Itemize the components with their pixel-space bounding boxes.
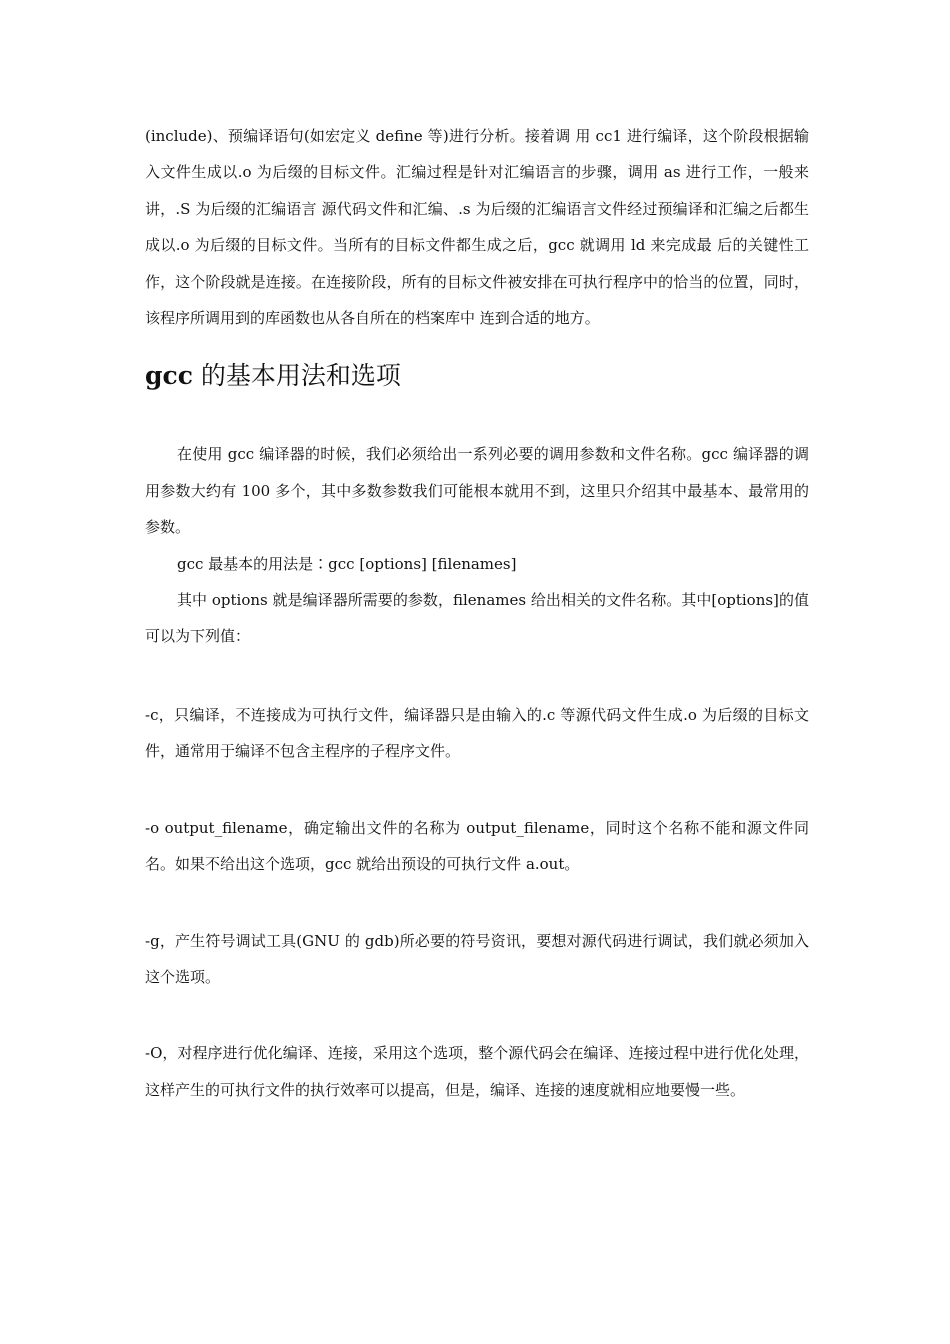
section-heading-rest: 的基本用法和选项 [192, 361, 401, 391]
section-heading-lead: gcc [145, 361, 193, 391]
usage-paragraph-2: gcc 最基本的用法是∶gcc [options] [filenames] [177, 554, 517, 573]
intro-paragraph: (include)、预编译语句(如宏定义 define 等)进行分析。接着调 用 cc1 进行编译，这个阶段根据输入文件生成以.o 为后缀的目标文件。汇编过程是针对汇编语言的步骤，调用 as 进行工作，一般来讲，.S 为后缀的汇编语言 源代码文件和汇编、.s 为后缀的汇编语言文件经过预编译和汇编之后都生成以.o 为后缀的目标文件。当所有的目标文件都生成之后，gcc 就调用 ld 来完成最 后的关键性工作，这个阶段就是连接。在连接阶段，所有的目标文件被安排在可执行程序中的恰当的位置，同时，该程序所调用到的库函数也从各自所在的档案库中 连到合适的地方。 [145, 127, 809, 328]
usage-paragraph-1: 在使用 gcc 编译器的时候，我们必须给出一系列必要的调用参数和文件名称。gcc 编译器的调用参数大约有 100 多个，其中多数参数我们可能根本就用不到，这里只介绍其中最基本、最常用的参数。 [145, 445, 809, 537]
option-O-paragraph: -O，对程序进行优化编译、连接，采用这个选项，整个源代码会在编译、连接过程中进行优化处理，这样产生的可执行文件的执行效率可以提高，但是，编译、连接的速度就相应地要慢一些。 [145, 1044, 809, 1099]
usage-paragraph-3: 其中 options 就是编译器所需要的参数，filenames 给出相关的文件名称。其中[options]的值可以为下列值： [145, 591, 809, 646]
option-c-paragraph: -c，只编译，不连接成为可执行文件，编译器只是由输入的.c 等源代码文件生成.o 为后缀的目标文件，通常用于编译不包含主程序的子程序文件。 [145, 705, 809, 761]
document-page [145, 118, 809, 1108]
option-o-paragraph: -o output_filename，确定输出文件的名称为 output_filename，同时这个名称不能和源文件同名。如果不给出这个选项，gcc 就给出预设的可执行文件 a.out。 [145, 818, 809, 874]
section-heading [145, 356, 809, 396]
option-g-paragraph: -g，产生符号调试工具(GNU 的 gdb)所必要的符号资讯，要想对源代码进行调试，我们就必须加入这个选项。 [145, 931, 809, 986]
